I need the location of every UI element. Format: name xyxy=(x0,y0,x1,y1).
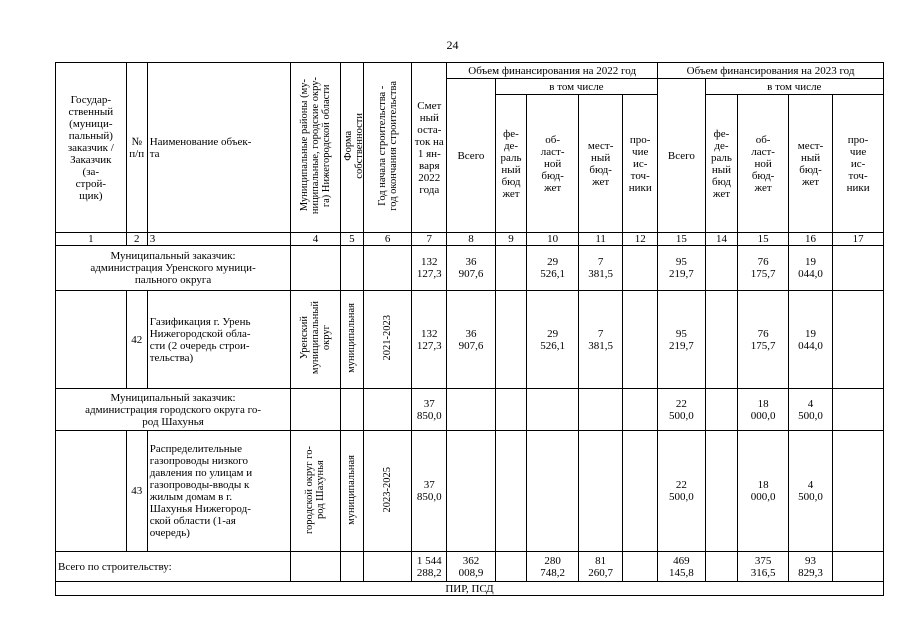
object-name: Газификация г. Урень Нижегородской обла- сти (2 очередь строи- тельства) xyxy=(147,291,290,389)
col-number: 2 xyxy=(126,233,147,246)
local-2023: 4 500,0 xyxy=(788,431,832,552)
local-2022: 7 381,5 xyxy=(579,246,623,291)
row-number: 43 xyxy=(126,431,147,552)
header-incl-2022: в том числе xyxy=(495,79,657,95)
header-total-2023: Всего xyxy=(658,79,705,233)
header-number: № п/п xyxy=(126,63,147,233)
col-number: 17 xyxy=(833,233,884,246)
header-local-2022: мест- ный бюд- жет xyxy=(579,95,623,233)
col-number: 15 xyxy=(738,233,789,246)
cost-balance: 1 544 288,2 xyxy=(412,552,447,582)
local-2023: 93 829,3 xyxy=(788,552,832,582)
total-row xyxy=(56,552,884,582)
total-2022: 36 907,6 xyxy=(447,246,496,291)
header-fin-2023: Объем финансирования на 2023 год xyxy=(658,63,884,79)
header-object-name: Наименование объек- та xyxy=(147,63,290,233)
group-row-shakhunya xyxy=(56,389,884,431)
regional-2023: 76 175,7 xyxy=(738,291,789,389)
total-2022: 362 008,9 xyxy=(447,552,496,582)
section-row xyxy=(56,582,884,596)
col-number: 8 xyxy=(447,233,496,246)
header-customer: Государ- ственный (муници- пальный) заказчик / Заказчик (за- строй- щик) xyxy=(56,63,127,233)
ownership: муниципальная xyxy=(340,291,363,389)
total-label: Всего по строительству: xyxy=(56,552,291,582)
header-regional-2022: об- ласт- ной бюд- жет xyxy=(527,95,579,233)
regional-2023: 18 000,0 xyxy=(738,389,789,431)
row-number: 42 xyxy=(126,291,147,389)
cost-balance: 132 127,3 xyxy=(412,246,447,291)
col-number: 9 xyxy=(495,233,527,246)
years: 2021-2023 xyxy=(363,291,412,389)
header-regional-2023: об- ласт- ной бюд- жет xyxy=(738,95,789,233)
col-number: 16 xyxy=(788,233,832,246)
col-number: 11 xyxy=(579,233,623,246)
header-federal-2023: фе- де- раль ный бюд жет xyxy=(705,95,738,233)
total-2023: 22 500,0 xyxy=(658,389,705,431)
district: Уренский муниципальный округ xyxy=(291,291,341,389)
regional-2023: 375 316,5 xyxy=(738,552,789,582)
header-other-2022: про- чие ис- точ- ники xyxy=(623,95,658,233)
header-local-2023: мест- ный бюд- жет xyxy=(788,95,832,233)
group-row-uren xyxy=(56,246,884,291)
header-other-2023: про- чие ис- точ- ники xyxy=(833,95,884,233)
col-number: 7 xyxy=(412,233,447,246)
header-federal-2022: фе- де- раль ный бюд жет xyxy=(495,95,527,233)
col-number: 15 xyxy=(658,233,705,246)
financing-table xyxy=(55,62,884,596)
header-row xyxy=(56,63,884,79)
cost-balance: 37 850,0 xyxy=(412,389,447,431)
local-2023: 19 044,0 xyxy=(788,246,832,291)
local-2022: 7 381,5 xyxy=(579,291,623,389)
header-district: Муниципальные районы (му- ниципальные, городские окру- га) Нижегородской области xyxy=(291,63,341,233)
col-number: 14 xyxy=(705,233,738,246)
page-number: 24 xyxy=(446,38,459,52)
cost-balance: 37 850,0 xyxy=(412,431,447,552)
cost-balance: 132 127,3 xyxy=(412,291,447,389)
group-label: Муниципальный заказчик: администрация городского округа го- род Шахунья xyxy=(56,389,291,431)
header-years: Год начала строительства - год окончания строительства xyxy=(363,63,412,233)
regional-2022: 29 526,1 xyxy=(527,291,579,389)
col-number: 6 xyxy=(363,233,412,246)
local-2023: 4 500,0 xyxy=(788,389,832,431)
header-total-2022: Всего xyxy=(447,79,496,233)
total-2023: 22 500,0 xyxy=(658,431,705,552)
regional-2023: 18 000,0 xyxy=(738,431,789,552)
district: городской округ го- род Шахунья xyxy=(291,431,341,552)
col-number: 12 xyxy=(623,233,658,246)
col-number: 1 xyxy=(56,233,127,246)
regional-2022: 29 526,1 xyxy=(527,246,579,291)
column-number-row xyxy=(56,233,884,246)
header-cost-balance: Смет ный оста- ток на 1 ян- варя 2022 года xyxy=(412,63,447,233)
col-number: 5 xyxy=(340,233,363,246)
total-2022: 36 907,6 xyxy=(447,291,496,389)
col-number: 4 xyxy=(291,233,341,246)
local-2023: 19 044,0 xyxy=(788,291,832,389)
years: 2023-2025 xyxy=(363,431,412,552)
header-ownership: Форма собственности xyxy=(340,63,363,233)
ownership: муниципальная xyxy=(340,431,363,552)
total-2023: 95 219,7 xyxy=(658,291,705,389)
total-2023: 469 145,8 xyxy=(658,552,705,582)
section-label: ПИР, ПСД xyxy=(56,582,884,596)
regional-2022: 280 748,2 xyxy=(527,552,579,582)
regional-2023: 76 175,7 xyxy=(738,246,789,291)
header-incl-2023: в том числе xyxy=(705,79,883,95)
local-2022: 81 260,7 xyxy=(579,552,623,582)
col-number: 3 xyxy=(147,233,290,246)
table-row xyxy=(56,291,884,389)
group-label: Муниципальный заказчик: администрация Уренского муници- пального округа xyxy=(56,246,291,291)
header-fin-2022: Объем финансирования на 2022 год xyxy=(447,63,658,79)
col-number: 10 xyxy=(527,233,579,246)
total-2023: 95 219,7 xyxy=(658,246,705,291)
table-row xyxy=(56,431,884,552)
object-name: Распределительные газопроводы низкого давления по улицам и газопроводы-вводы к жилым домам в г. Шахунья Нижегород- ской области (1-ая очередь) xyxy=(147,431,290,552)
